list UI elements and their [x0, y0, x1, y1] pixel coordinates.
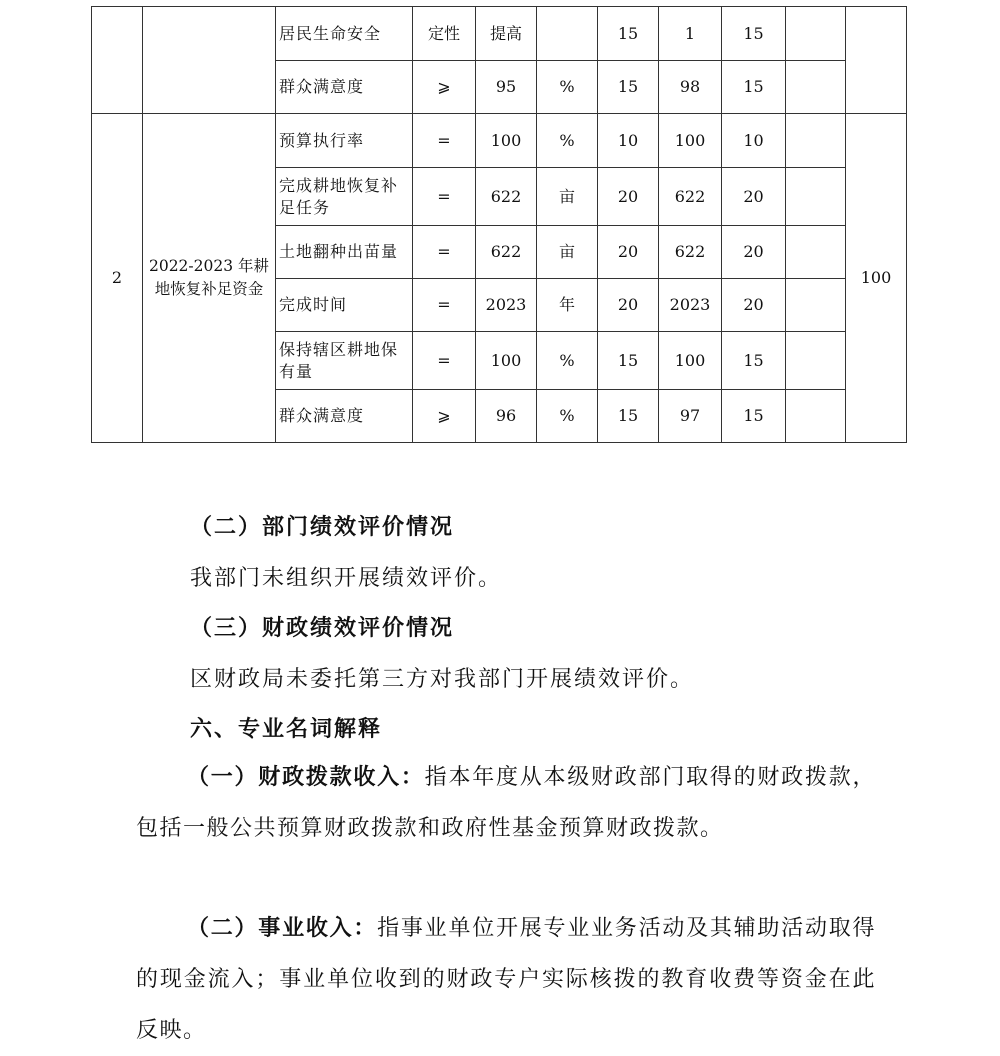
note-cell	[786, 7, 846, 61]
term-fiscal-title: （一）财政拨款收入：	[187, 764, 425, 790]
note-cell	[786, 332, 846, 390]
unit-cell	[537, 7, 598, 61]
actual-cell: 622	[659, 226, 722, 279]
dept-eval-heading: （二）部门绩效评价情况	[190, 514, 455, 540]
note-cell	[786, 61, 846, 114]
weight-cell: 20	[598, 279, 659, 332]
actual-cell: 97	[659, 390, 722, 443]
indicator-cell: 完成耕地恢复补足任务	[276, 168, 413, 226]
dept-eval-text: 我部门未组织开展绩效评价。	[190, 566, 503, 591]
actual-cell: 100	[659, 332, 722, 390]
actual-cell: 622	[659, 168, 722, 226]
op-cell: =	[413, 114, 476, 168]
indicator-cell: 群众满意度	[276, 61, 413, 114]
term-fiscal-appropriation	[136, 752, 876, 854]
score-cell: 20	[722, 279, 786, 332]
unit-cell: %	[537, 332, 598, 390]
weight-cell: 15	[598, 390, 659, 443]
score-cell: 20	[722, 168, 786, 226]
total-score-cell: 100	[846, 114, 907, 443]
actual-cell: 98	[659, 61, 722, 114]
indicator-cell: 群众满意度	[276, 390, 413, 443]
weight-cell: 15	[598, 332, 659, 390]
note-cell	[786, 390, 846, 443]
project-number-cell: 2	[92, 114, 143, 443]
fin-eval-heading: （三）财政绩效评价情况	[190, 615, 455, 641]
indicator-cell: 完成时间	[276, 279, 413, 332]
term-business-income	[136, 903, 876, 1056]
indicator-cell: 土地翻种出苗量	[276, 226, 413, 279]
target-cell: 622	[476, 226, 537, 279]
score-cell: 20	[722, 226, 786, 279]
term-business-title: （二）事业收入：	[187, 915, 378, 941]
weight-cell: 15	[598, 7, 659, 61]
total-score-cell	[846, 7, 907, 114]
score-cell: 15	[722, 390, 786, 443]
indicator-cell: 居民生命安全	[276, 7, 413, 61]
note-cell	[786, 168, 846, 226]
table-row	[92, 114, 907, 168]
op-cell: ⩾	[413, 61, 476, 114]
indicator-cell: 预算执行率	[276, 114, 413, 168]
op-cell: ⩾	[413, 390, 476, 443]
score-cell: 15	[722, 61, 786, 114]
indicator-cell: 保持辖区耕地保有量	[276, 332, 413, 390]
note-cell	[786, 114, 846, 168]
term-fiscal-body: 指本年度从本级财政部门取得的财政拨款，包括一般公共预算财政拨款和政府性基金预算财政拨款。	[136, 765, 876, 841]
unit-cell: 亩	[537, 226, 598, 279]
unit-cell: %	[537, 61, 598, 114]
op-cell: =	[413, 168, 476, 226]
actual-cell: 100	[659, 114, 722, 168]
weight-cell: 20	[598, 226, 659, 279]
target-cell: 100	[476, 114, 537, 168]
target-cell: 2023	[476, 279, 537, 332]
note-cell	[786, 279, 846, 332]
target-cell: 622	[476, 168, 537, 226]
project-name-cell: 2022-2023 年耕地恢复补足资金	[143, 114, 276, 443]
actual-cell: 2023	[659, 279, 722, 332]
performance-table	[91, 6, 907, 443]
table-row	[92, 7, 907, 61]
op-cell: =	[413, 279, 476, 332]
unit-cell: 年	[537, 279, 598, 332]
score-cell: 15	[722, 7, 786, 61]
unit-cell: 亩	[537, 168, 598, 226]
target-cell: 100	[476, 332, 537, 390]
terms-heading: 六、专业名词解释	[190, 716, 383, 742]
project-number-cell	[92, 7, 143, 114]
unit-cell: %	[537, 114, 598, 168]
actual-cell: 1	[659, 7, 722, 61]
weight-cell: 20	[598, 168, 659, 226]
op-cell: 定性	[413, 7, 476, 61]
project-name-cell	[143, 7, 276, 114]
weight-cell: 10	[598, 114, 659, 168]
op-cell: =	[413, 332, 476, 390]
score-cell: 15	[722, 332, 786, 390]
fin-eval-text: 区财政局未委托第三方对我部门开展绩效评价。	[190, 667, 695, 692]
target-cell: 95	[476, 61, 537, 114]
target-cell: 96	[476, 390, 537, 443]
note-cell	[786, 226, 846, 279]
target-cell: 提高	[476, 7, 537, 61]
unit-cell: %	[537, 390, 598, 443]
term-business-body: 指事业单位开展专业业务活动及其辅助活动取得的现金流入；事业单位收到的财政专户实际核拨的教育收费等资金在此反映。	[136, 916, 876, 1043]
score-cell: 10	[722, 114, 786, 168]
op-cell: =	[413, 226, 476, 279]
weight-cell: 15	[598, 61, 659, 114]
